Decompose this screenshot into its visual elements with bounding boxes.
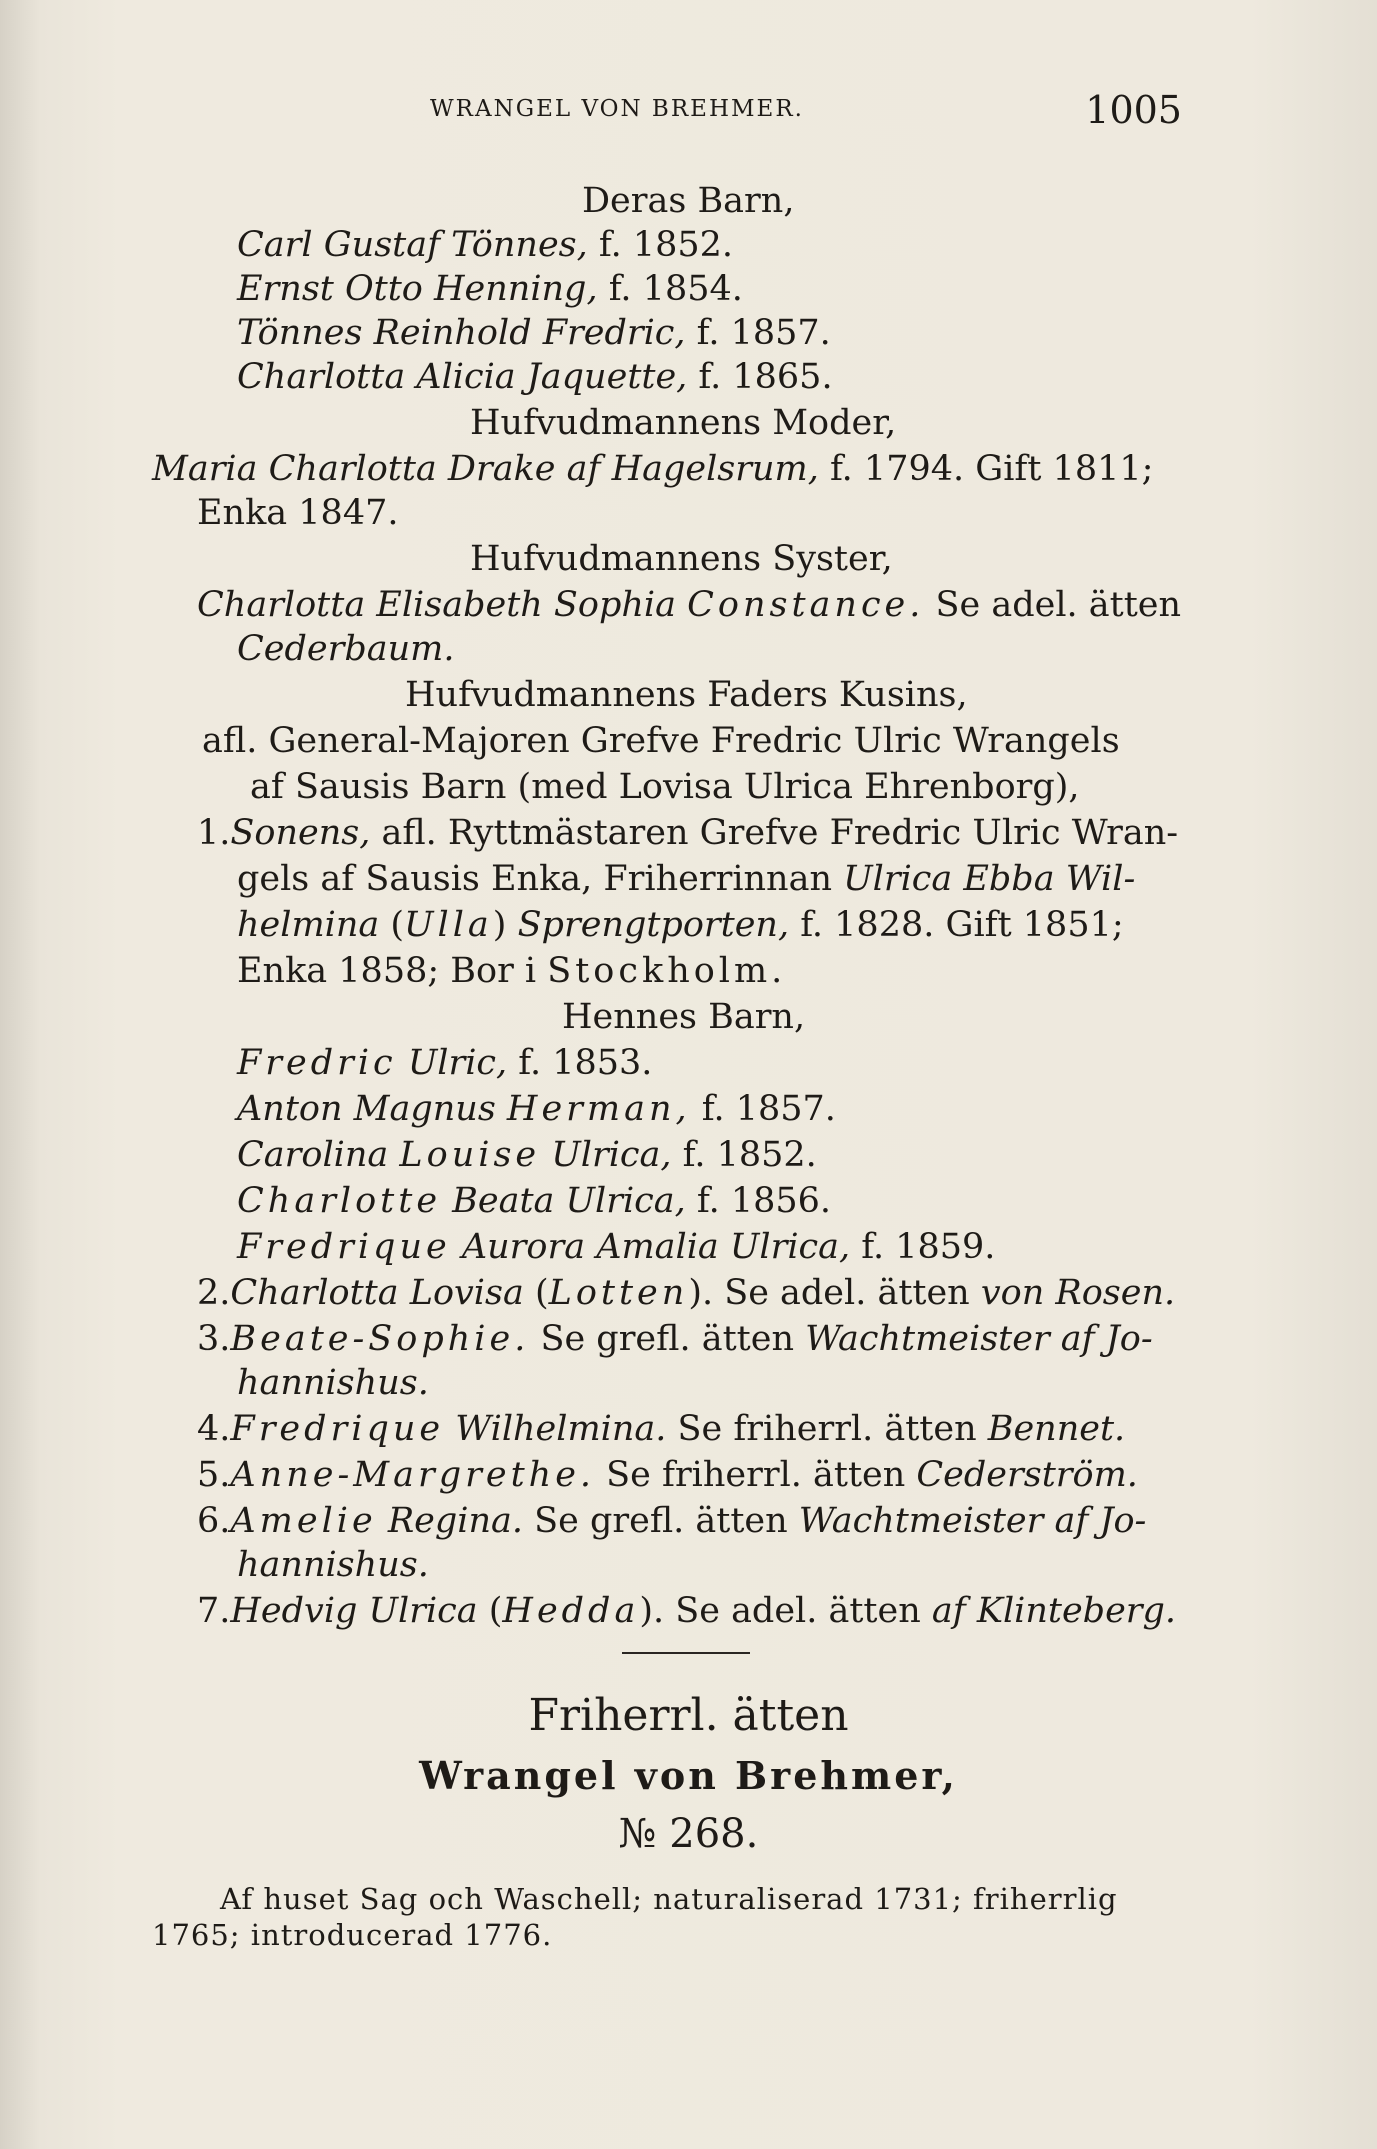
text-line-enka-1858: Enka 1858; Bor i Stockholm. bbox=[237, 951, 787, 991]
text-line-hennes-barn: Hennes Barn, bbox=[562, 997, 806, 1037]
text-line-child-fredric: Fredric Ulric, f. 1853. bbox=[237, 1043, 653, 1083]
text-line-child-fredrique: Fredrique Aurora Amalia Ulrica, f. 1859. bbox=[237, 1227, 996, 1267]
house-description-line-2: 1765; introducerad 1776. bbox=[152, 1918, 553, 1952]
text-line-moder-heading: Hufvudmannens Moder, bbox=[470, 403, 897, 443]
text-line-child-1: Carl Gustaf Tönnes, f. 1852. bbox=[237, 225, 734, 265]
text-line-syster-heading: Hufvudmannens Syster, bbox=[470, 539, 893, 579]
text-line-enka-1847: Enka 1847. bbox=[197, 493, 399, 533]
page-number: 1005 bbox=[1085, 88, 1182, 132]
house-description-line-1: Af huset Sag och Waschell; naturaliserad 1731; friherrlig bbox=[220, 1882, 1118, 1916]
text-line-child-anton: Anton Magnus Herman, f. 1857. bbox=[237, 1089, 836, 1129]
section-divider bbox=[622, 1652, 750, 1654]
text-line-deras-barn: Deras Barn, bbox=[582, 181, 795, 221]
text-line-syster: Charlotta Elisabeth Sophia Constance. Se adel. ätten bbox=[197, 585, 1182, 625]
text-line-child-4: Charlotta Alicia Jaquette, f. 1865. bbox=[237, 357, 833, 397]
list-item-7: 7.Hedvig Ulrica (Hedda). Se adel. ätten af Klinteberg. bbox=[197, 1591, 1177, 1631]
text-line-sausis-barn: af Sausis Barn (med Lovisa Ulrica Ehrenborg), bbox=[250, 767, 1080, 807]
list-item-1: 1.Sonens, afl. Ryttmästaren Grefve Fredric Ulric Wran- bbox=[197, 813, 1179, 853]
list-item-6: 6.Amelie Regina. Se grefl. ätten Wachtmeister af Jo- bbox=[197, 1501, 1147, 1541]
section-title: Friherrl. ätten bbox=[528, 1690, 849, 1741]
text-line-moder: Maria Charlotta Drake af Hagelsrum, f. 1794. Gift 1811; bbox=[152, 449, 1154, 489]
text-line-child-3: Tönnes Reinhold Fredric, f. 1857. bbox=[237, 313, 831, 353]
house-name: Wrangel von Brehmer, bbox=[419, 1753, 958, 1798]
text-line-helmina: helmina (Ulla) Sprengtporten, f. 1828. Gift 1851; bbox=[237, 905, 1124, 945]
list-item-4: 4.Fredrique Wilhelmina. Se friherrl. ätten Bennet. bbox=[197, 1409, 1126, 1449]
list-item-5: 5.Anne-Margrethe. Se friherrl. ätten Cederström. bbox=[197, 1455, 1138, 1495]
text-line-hannishus-1: hannishus. bbox=[237, 1363, 429, 1403]
text-line-kusins-heading: Hufvudmannens Faders Kusins, bbox=[405, 675, 968, 715]
text-line-child-2: Ernst Otto Henning, f. 1854. bbox=[237, 269, 743, 309]
text-line-cederbaum: Cederbaum. bbox=[237, 629, 455, 669]
text-line-child-charlotte: Charlotte Beata Ulrica, f. 1856. bbox=[237, 1181, 832, 1221]
list-item-3: 3.Beate-Sophie. Se grefl. ätten Wachtmeister af Jo- bbox=[197, 1319, 1153, 1359]
running-header-title: WRANGEL VON BREHMER. bbox=[430, 96, 804, 122]
text-line-general-majoren: afl. General-Majoren Grefve Fredric Ulric Wrangels bbox=[202, 721, 1120, 761]
text-line-hannishus-2: hannishus. bbox=[237, 1545, 429, 1585]
text-line-gels-af-sausis: gels af Sausis Enka, Friherrinnan Ulrica Ebba Wil- bbox=[237, 859, 1136, 899]
page-header bbox=[430, 88, 1190, 132]
house-number: № 268. bbox=[618, 1811, 759, 1857]
list-item-2: 2.Charlotta Lovisa (Lotten). Se adel. ätten von Rosen. bbox=[197, 1273, 1176, 1313]
text-line-child-carolina: Carolina Louise Ulrica, f. 1852. bbox=[237, 1135, 817, 1175]
